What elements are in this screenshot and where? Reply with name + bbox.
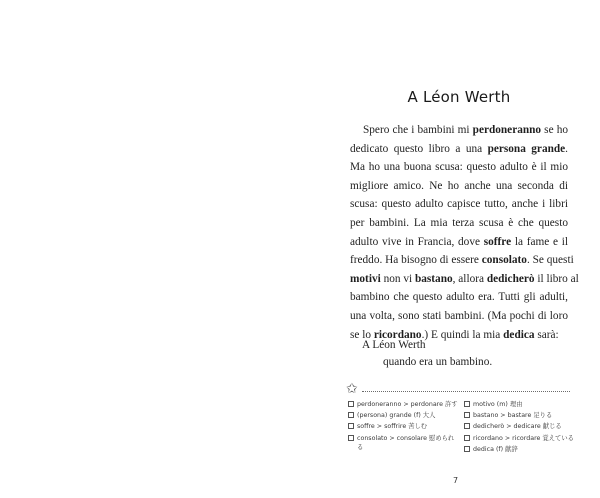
vocab-text: consolato > consolare 慰められる: [357, 434, 455, 451]
vocab-item: [464, 434, 576, 443]
vocab-item: [464, 422, 576, 431]
paragraph-line: Ma ho una buona scusa: questo adulto è il mio: [350, 161, 568, 174]
vocab-column-left: [348, 400, 460, 454]
vocab-item: [464, 411, 576, 420]
vocab-term: bastano: [414, 272, 453, 285]
star-icon: ✩: [346, 381, 358, 397]
checkbox-icon: [464, 446, 470, 452]
paragraph-line: una volta, sono stati bambini. (Ma pochi di loro: [350, 309, 568, 322]
vocab-term: perdoneranno: [472, 124, 542, 136]
checkbox-icon: [348, 401, 354, 407]
paragraph-line: motivi non vi bastano, allora dedicherò il libro al: [350, 272, 579, 285]
vocab-item: [348, 411, 460, 420]
paragraph-line: Spero che i bambini mi perdoneranno se ho: [363, 124, 568, 136]
page-number: 7: [453, 476, 459, 485]
checkbox-icon: [348, 435, 354, 441]
vocab-text: bastano > bastare 足りる: [473, 412, 553, 420]
paragraph-line: adulto vive in Francia, dove soffre la fame e il: [350, 235, 568, 248]
vocab-item: [464, 400, 576, 409]
vocab-term: soffre: [483, 235, 512, 248]
paragraph-line: freddo. Ha bisogno di essere consolato. Se questi: [350, 254, 574, 267]
vocab-header: [346, 383, 570, 397]
dotted-divider: [362, 391, 570, 392]
vocab-text: perdoneranno > perdonare 許す: [357, 401, 458, 408]
vocab-text: soffre > soffrire 苦しむ: [357, 423, 428, 431]
vocab-term: dedicherò: [486, 272, 535, 285]
paragraph-line: migliore amico. Ne ho anche una seconda di: [350, 179, 568, 192]
vocab-text: dedicherò > dedicare 献じる: [473, 423, 562, 431]
vocab-term: persona grande: [487, 142, 566, 155]
vocab-item: [348, 422, 460, 431]
vocab-term: motivi: [350, 272, 381, 285]
vocab-text: ricordano > ricordare 覚えている: [473, 434, 574, 442]
vocab-term: dedica: [503, 328, 535, 341]
checkbox-icon: [464, 412, 470, 418]
page-title: A Léon Werth: [407, 88, 511, 106]
checkbox-icon: [464, 423, 470, 429]
dedication-line-1: A Léon Werth: [362, 339, 426, 351]
vocab-term: consolato: [481, 254, 527, 267]
checkbox-icon: [348, 423, 354, 429]
main-paragraph: [350, 121, 579, 344]
checkbox-icon: [464, 401, 470, 407]
checkbox-icon: [464, 435, 470, 441]
paragraph-line: bambino che questo adulto era. Tutti gli adulti,: [350, 291, 568, 304]
vocab-item: [464, 445, 576, 454]
vocab-column-right: [464, 400, 576, 456]
dedication-line-2: quando era un bambino.: [383, 356, 493, 368]
paragraph-line: per bambini. La mia terza scusa è che questo: [350, 216, 568, 229]
paragraph-line: dedicato questo libro a una persona grande.: [350, 142, 568, 155]
paragraph-line: se lo ricordano.) E quindi la mia dedica sarà:: [350, 328, 559, 341]
vocab-text: (persona) grande (f) 大人: [357, 412, 436, 420]
vocab-text: dedica (f) 献辞: [473, 445, 518, 453]
vocab-item: [348, 400, 460, 409]
vocab-term: ricordano: [373, 328, 422, 341]
checkbox-icon: [348, 412, 354, 418]
vocab-item: [348, 434, 460, 452]
paragraph-line: scusa: questo adulto capisce tutto, anche i libri: [350, 198, 568, 211]
vocab-text: motivo (m) 理由: [473, 401, 523, 408]
